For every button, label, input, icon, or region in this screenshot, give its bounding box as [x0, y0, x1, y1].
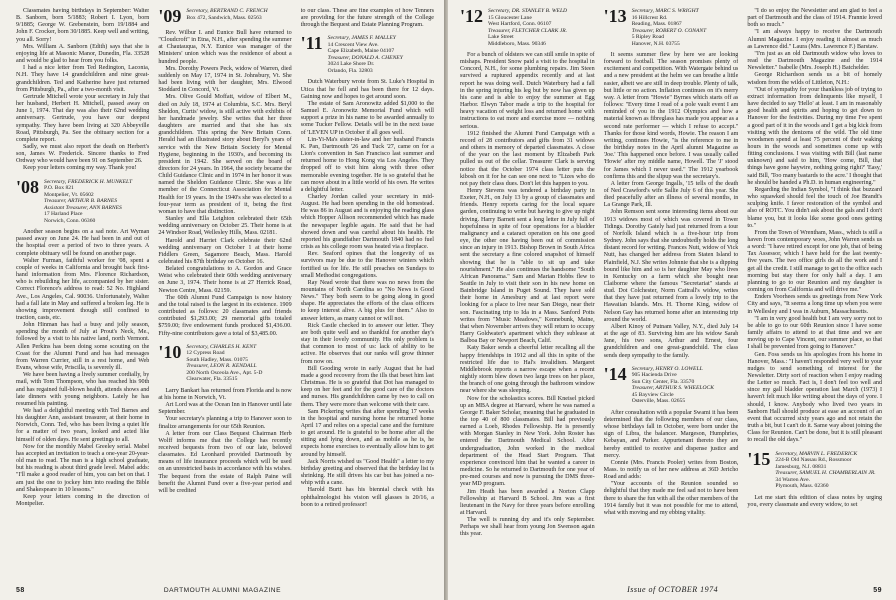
- address-line: 905 Hacienda Drive: [631, 372, 677, 379]
- left-page-footer: [16, 587, 432, 594]
- paragraph: Let me start this edition of class notes by urging you, every classmate and every widow, to set: [747, 494, 883, 508]
- address-line: 34 Warren Ave.: [775, 476, 810, 483]
- paragraph: Mrs. William A. Sanborn (Edith) says that she is enjoying life at Masonic Manor, Dunedin, Fla. 33528 and would be glad to hear from you folks.: [16, 43, 150, 65]
- right-column-3: [747, 8, 882, 574]
- secretary-line: Secretary, DR. STANLEY B. WELD: [488, 8, 568, 14]
- page-number: 59: [873, 587, 882, 594]
- left-column-2: [158, 8, 291, 574]
- class-year: '12: [460, 8, 484, 26]
- paragraph: Sadly, we must also report the death on Herbert's son, James W. Frederick. Sincere thanks to Fred Ordway who would have been 91 on September 26.: [16, 143, 150, 165]
- paragraph: Rev. Wilbur I. and Eunice Bull have returned to "Cloudcroft" in Etna, N.H., after spending the summer at Chautauqua, N.Y. Eunice was manager of the Ministers' union which was the residence of about a hundred people.: [158, 30, 292, 65]
- address-line: Middleboro, Mass. 90346: [488, 40, 546, 47]
- class-officers: [44, 179, 132, 225]
- class-officers: [186, 344, 262, 383]
- class-year: '08: [16, 176, 40, 197]
- address-line: Orlando, Fla. 32803: [327, 67, 373, 74]
- address-line: Norwich, Conn. 06360: [44, 217, 96, 224]
- paragraph: "I do so enjoy the Newsletter and am glad to feel a part of Dartmouth and the class of 1914. Frannie loved both so much.": [747, 8, 883, 29]
- class-notes-1909: [158, 30, 291, 338]
- right-column-1: [460, 8, 595, 574]
- paragraph: Charley Jordan called your secretary in mid-August. He had been spending in the old homestead. He was 86 in August and is enjoying the reading glass which Hopper Allison recommended which has made the newspaper legible again. He said that he had showed down and was careful about his health. He reported his grandfather Dartmouth 1840 had no fuel crisis as his college room was heated via a fireplace.: [300, 193, 434, 251]
- class-officers: [632, 366, 714, 405]
- class-year: '10: [158, 341, 182, 362]
- paragraph: The 60th Alumni Fund Campaign is now history and the total raised is the largest in its existence. 1909 contributed as follows: 20 classmates and friends contributed $1,293.00; 29 memorial gifts totaled $759.00; five endowment funds produced $1,436.00. Fifty-nine contributors gave a total of $3,485.00.: [158, 294, 292, 337]
- address-line: 3024 Lake Shore Dr.: [327, 61, 375, 68]
- secretary-line: Secretary, MARVIN L. FREDERICK: [775, 450, 858, 457]
- paragraph: Art Lord was at the Ocean Inn in Hanover until late September.: [158, 402, 292, 416]
- paragraph: Keep your letters coming my way. Thank you!: [23, 165, 137, 172]
- class-header-1913: [604, 8, 739, 47]
- address-line: 5 Ripley Road: [631, 34, 665, 40]
- secretary-line: Secretary, HENRY O. LOWELL: [631, 365, 703, 372]
- class-header-1908: [16, 176, 149, 225]
- treasurer-line: Treasurer, DONALD A. CHENEY: [327, 54, 403, 61]
- paragraph: Enders Voorhees sends us greetings from New York City and says, "It seems a long time up when you were in Wellesley and I was in Auburn, Massachusetts.: [747, 294, 883, 315]
- class-year: '09: [158, 8, 182, 26]
- treasurer-line: Treasurer, SAMUEL H. CHAMBERLAIN JR.: [775, 470, 876, 477]
- magazine-title: DARTMOUTH ALUMNI MAGAZINE: [163, 587, 281, 594]
- paragraph: "Out of sympathy for your thankless job of trying to extract information from delinquents like myself, I have decided to say 'Hello' at least. I am in reasonably good health and spirits and hoping to get down to Hanover for the festivities. During my time I've spent a good part of it in the woods and I get a big kick from visiting with the denizens of the wild. The old time woodsmen spend at least 75 percent of their waking hours in the woods and sometimes come up with fitting conclusions. I was visiting with Bill (last name unknown) and said to him, 'How come, Bill, that things have gone haywire, nothing going right?' 'Easy,' said Bill, 'Too many bastards to the acre.' I thought that he should be handed a Ph.D. in human engineering.": [747, 86, 883, 186]
- treasurer-line: Treasurer, LEON R. KENDALL: [186, 363, 257, 370]
- left-columns: [16, 8, 434, 574]
- class-header-1909: [158, 8, 291, 25]
- treasurer-line: Treasurer, ARTHUR S. WHEELOCK: [631, 385, 714, 392]
- paragraph: Walter Furman, faithful worker for '08, spent a couple of weeks in California and brought back first-hand information from Mrs. Florence Richardson, who is rebuilding her life, accompanied by her sister. Correct Florence's address to read: 52 No. Highland Ave., Los Angeles, Cal. 90036. Unfortunately, Walter had a fall late in May and suffered a broken leg. He is showing improvement though still confined to traction, casts, etc.: [16, 257, 150, 321]
- paragraph: Lin-Yi-Ma's sister-in-law and her husband Francis K. Pan, Dartmouth '26 and Tuck '27, came on for a Lion's convention in San Francisco last summer and returned home to Hong Kong via Los Angeles. They dropped off to visit him along with three other memorable evening together. He is so grateful that he can move about in a little world of his own. He writes a delightful letter.: [300, 136, 434, 193]
- paragraph: I had a nice letter from Ted Redington, Laconia, N.H. They have 14 grandchildren and nine great-grandchildren. Ted and Katherine have just returned from Pittsburgh, Pa., after a two-month visit.: [16, 65, 150, 93]
- paragraph: Katy Baker sends a cheerful letter recalling all the happy friendships in 1912 and all this in spite of the restricted life due to Hal's invalidism. Margaret Middlebrook reports a narrow escape when a recent nightly storm blew down two large trees on her place, the branch of one going through the bathroom window near where she was sleeping.: [460, 345, 595, 395]
- paragraph: Mrs. Olive Gould Moffatt, widow of Elbert M., died on July 18, 1974 at Columbia, S.C. Mrs. Beryl Sheldon, Curtis' widow, is still active with exhibits of her handmade jewelry. She writes that her three daughters are married and that she has six grandchildren. This spring the New Britain Conn. Herald had an illustrated story about Beryl's years of service with the New Britain Society for Mental Hygiene, beginning in the 1930's, and becoming its president in 1942. She served on the board of directors for 24 years. In 1964, the society became the Child Guidance Clinic and in 1974 in her honor it was named the Sheldon Guidance Clinic. She was a life member of the Connecticut Association for Mental Health for 19 years. In the 1940's she was elected to a four-year term as president of it, being the first woman to have that distinction.: [158, 94, 292, 215]
- paragraph: Regarding the Indian Symbol, "I think that buzzard who squawked should feel the touch of Joe Brandt's sculping knife. I favor restoration of the symbol and also of ROTC. You didn't ask about the gals and I don't blame you, but it looks like some good ones getting to.": [747, 186, 883, 229]
- paragraph: A letter from George Ingalls, '15 tells of the death of Ned Crawford's wife Sallie July 6 of this year. She died peacefully after an illness of several months, in La Grange Park, Ill.: [603, 180, 739, 209]
- class-header-1912: [460, 8, 595, 47]
- paragraph: Another season begins on a sad note. Art Wyman passed away on June 24. He had been in and out of the hospital over a period of two to three years. A complete obituary will be found on another page.: [16, 229, 150, 257]
- class-notes-1915: [747, 495, 882, 509]
- treasurer-line: Treasurer, FLETCHER CLARK JR.: [488, 27, 568, 34]
- class-notes-1910: [158, 388, 291, 495]
- secretary-line: Secretary, FREDERICK H. MUNKELT: [44, 178, 133, 185]
- treasurer-line: Treasurer, ARTHUR B. BARNES: [44, 198, 117, 205]
- address-line: 17 Harland Place: [44, 211, 83, 218]
- left-column-3: [301, 8, 434, 574]
- paragraph: From the Town of Wrentham, Mass., which is still a haven from contemporary woes, John Warren sends us a word: "I have retired except for one job, that of being Tax Assessor, which I have held for the last twenty-five years. The two office girls do all the work and I get all the credit. I still manage to get to the office each morning but stay there for only half a day. I am planning to go to our Reunion and my daughter is coming on from California and will drive me.": [747, 229, 883, 294]
- paragraph: Gertrude Mitchell wrote your secretary in July that her husband, Herbert H. Mitchell, passed away on June 1, 1974. That day was also their 62nd wedding anniversary. Gertrude, you have our deepest sympathy. They have been living at 320 Abbeyville Road, Pittsburgh, Pa. See the obituary section for a complete report.: [16, 93, 150, 143]
- address-line: 200 North Osceola Ave., Apt. 5-D: [186, 369, 263, 376]
- address-line: Clearwater, Fla. 33515: [186, 376, 238, 383]
- address-line: Cape Elizabeth, Maine 04107: [327, 48, 395, 55]
- right-page: [448, 0, 896, 600]
- class-header-1911: [301, 35, 434, 74]
- paragraph: Belated congratulations to A. Gordon and Grace Weist who celebrated their 60th wedding anniversary on June 3, 1974. Their home is at 27 Herrick Road, Newton Centre, Mass. 02159.: [158, 266, 292, 294]
- class-officers: [775, 451, 875, 490]
- paragraph: "I am always happy to receive the Dartmouth Alumni Magazine. I enjoy reading it almost as much as Lawrence did." Laura (Mrs. Lawrence F.) Barstaw.: [747, 29, 883, 50]
- paragraph: Ray Nead wrote that there was no news from the mountains of North Carolina so "No News is Good News." They both seem to be going along in good shape. He appreciates the efforts of the class officers to keep interest alive. A big plus for them." Also to answer letters, as many cannot or will not.: [300, 279, 434, 322]
- paragraph: George Richardson sends us a bit of homely wisdom from the wilds of Littleton, N.H.:: [747, 72, 883, 86]
- secretary-line: Secretary, BERTRAND C. FRENCH: [186, 8, 268, 14]
- left-page: [0, 0, 444, 600]
- class-officers: [186, 8, 267, 21]
- treasurer-line: Treasurer, ROBERT O. CONANT: [631, 27, 707, 34]
- paragraph: It seems summer flew by here we are looking forward to football. The season promises plenty of excitement and competition. With Watergate behind us and a new president at the helm we can breathe a little easier, albeit we are still in deep trouble. Plenty of talk, but little or no action. Inflation continues on it's merry way. A letter from "Howie" Byrnes which starts off as follows: "Every time I read of a pole vault event I am reminded of you in the 1912 Olympics and how a material known as fibreglass has made you appear as a second rate performer — which I refuse to accept." Thanks for those kind words, Howie. The reason I am writing, continues Howie, "is the reference to me in the birthday notes in the April alumni Magazine as 'Joe.' This happened once before. I was usually called 'Howie' after my middle name, Howell. The 'J' stood for James which I never used." The 1912 yearbook confirms this and the slipup was the secretary's.: [603, 52, 739, 180]
- paragraph: The well is running dry and it's only September. Perhaps we shall hear from young Jon Swenson again this year.: [460, 517, 595, 538]
- paragraph: Stanley and Ella Leighton celebrated their 65th wedding anniversary on October 25. Their home is at 24 Windsor Road, Wellesley Hills, Mass. 02181.: [158, 216, 292, 237]
- paragraph: Now for the monthly Mabel Greeley serial. Mabel has accepted an invitation to teach a one-year 20-year-old man to read. The man is a high school graduate, but his reading is about third grade level. Mabel adds: "I'll make a good reader of him, you can bet on that. I am just the one to jockey him into reading the Bible and Shakespeare in 10 lessons.": [16, 443, 150, 493]
- paragraph: John Hinman has had a busy and jolly season, spending the month of July at Prout's Neck, Me., followed by a visit to his native land, north Vermont. Allen Perkins has been doing some scouting on the Coast for the Alumni Fund and has had messages from Warren Currier, still in a rest home, and Web Evans, whose wife, Priscilla, is severely ill.: [16, 322, 150, 372]
- paragraph: Keep your letters coming in the direction of Montpelier.: [16, 493, 150, 508]
- secretary-line: Secretary, CHARLES H. KENT: [186, 343, 257, 350]
- address-line: South Hadley, Mass. 01075: [186, 356, 248, 363]
- address-line: Lake Street: [488, 34, 514, 40]
- address-line: Box 472, Sandwich, Mass. 02563: [186, 14, 262, 21]
- class-notes-1910-continued: [301, 8, 434, 29]
- paragraph: After consultation with a popular Swami it has been determined that the following members of our class, whose birthdays fall in October, were born under the sign of Libra, the balancer. Margeson, Humphries, Kebayan, and Parker. Appurtenant thereto they are hereby entitled to receive and dispense justice and mercy.: [603, 409, 739, 459]
- class-notes-1914: [604, 410, 739, 517]
- address-line: 15 Gloucester Lane: [488, 14, 532, 21]
- secretary-line: Secretary, MARC S. WRIGHT: [631, 8, 699, 14]
- left-column-1: [16, 8, 149, 574]
- class-officers: [632, 8, 707, 47]
- class-officers: [328, 35, 403, 74]
- paragraph: Your secretary's planning a trip to Hanover soon to finalize arrangements for our 65th Reunion.: [158, 416, 292, 430]
- paragraph: "I'm just as an old Dartmouth widow who loves to read the Dartmouth Magazine and the 1914 Newsletter." Isabelle (Mrs. Joseph H.) Batchelder.: [747, 50, 883, 72]
- class-notes-1913: [604, 52, 739, 360]
- paragraph: Albert Kinoy of Putnam Valley, N.Y., died July 14 at the age of 83. Surviving him are his widow Sarah Jane, his two sons, Arthur and Ernest, four grandchildren and one great-grandchild. The class sends deep sympathy to the family.: [603, 323, 739, 359]
- paragraph: For a bunch of oldsters we can still smile in spite of mishaps. President Snow paid a visit to the hospital in Concord, N.H., for some plumbing repairs. Jim Steen survived a ruptured appendix recently and at last report he was doing well. Dutch Waterbury had a fall in the spring injuring his leg but by now has given up his cane and is able to enjoy the summer at Egg Harbor. Elwyn Tabor made a trip to the hospital for heavy vacation of weight loss and returned home with instructions to eat more and exercise more — nothing serious.: [460, 52, 595, 130]
- class-officers: [488, 8, 567, 47]
- paragraph: Jim Heath has been awarded a Norton Clapp Fellowship at Harvard B School. Jim was a first lieutenant in the Navy for three years before enrolling at Harvard.: [460, 488, 595, 516]
- class-notes-1912: [460, 52, 595, 539]
- class-header-1914: [603, 363, 739, 405]
- address-line: West Hartford, Conn. 06107: [488, 21, 552, 27]
- paragraph: Harold and Harriet Clark celebrate their 62nd wedding anniversary on October 1 at their home Fiddlers Green, Sagamore Beach, Mass. Harold celebrated his 87th birthday on October 16.: [158, 237, 292, 265]
- address-line: Plymouth, Mass. 02360: [775, 483, 829, 490]
- paragraph: Dutch Waterbury wrote from St. Luke's Hospital in Utica that he fell and has been there for 12 days. Gaining now and hopes to get around soon.: [300, 79, 434, 100]
- address-line: Sun City Center, Fla. 33570: [631, 378, 695, 385]
- paragraph: Sam Pickering writes that after spending 17 weeks in the hospital and nursing home he returned home April 17 and relies on a special cane and the furniture to get around. He is grateful to be home after all the sitting and lying down, and as mobile as he is, he expects home exercises to eventually allow him to get around by himself.: [300, 408, 434, 458]
- address-line: 224-B Old Nassau Rd., Rossmoor: [775, 457, 852, 464]
- class-year: '15: [747, 448, 771, 469]
- address-line: 12 Cypress Road: [186, 350, 225, 357]
- class-notes-1907-continued: [16, 8, 149, 173]
- right-page-footer: [460, 585, 882, 594]
- assistant-treasurer-line: Assistant Treasurer, ANN BARNES: [44, 204, 122, 211]
- paragraph: Henry Stevens was tendered a birthday party in Exeter, N.H., on July 13 by a group of classmates and friends. Henry reports caring for the local square garden, continuing to write but having to give up night driving. Harry Barnett sent a long letter in July full of hopefulness in spite of four operations for a bladder malignancy and a cataract operation on his one good eye, the other one having been out of commission since an injury in 1913. Bishop Brown in South Africa sent the secretary a fine colored snapshot of himself showing that he is "able to sit up and take nourishment." He also continues the handsome "South African Panorama." Sam and Marian Hobbs flew to Seattle in July to visit their son in his new home on Bainbridge Island in Puget Sound. They have sold their home in Amesbury and at last report were looking for a place to live near San Diego, near their son. Fascinating trip to Ida in a Mass. Sanford Potts writes from "Music Meadows," Kennebunk, Maine, that when November arrives they will return to occupy Harry Goldwater's apartment which they sublease at Balboa Bay or Newport Beach, Calif.: [460, 187, 595, 345]
- secretary-line: Secretary, JAMES F. MALLEY: [327, 35, 396, 42]
- paragraph: Rick Castle checked in to answer our letter. They are both quite well and so thankful for another day's stay in their lovely community. His only problem is that common to most of us: lack of ability to be active. He observes that our ranks will grow thinner from now on.: [300, 322, 434, 365]
- paragraph: Classmates having birthdays in September: Walter B. Sanborn, born 5/1883; Robert I. Lyon, born 9/1885; George W. Grebenstein, born 19/1884 and John F. Crocker, born 30/1885. Keep well and writing, you all. Sorry!: [16, 8, 150, 43]
- class-header-1915: [747, 448, 882, 490]
- paragraph: Mrs. Dorothy Powers Peck, widow of Warren, died suddenly on May 17, 1974 in St. Johnsbury, Vt. She had been living with her daughter, Mrs. Elwood Stoddard in Concord, Vt.: [158, 65, 292, 94]
- address-line: Jamesburg, N.J. 08831: [775, 463, 827, 470]
- address-line: 14 Crescent View Ave.: [327, 41, 379, 48]
- class-notes-1914-continued: [747, 8, 882, 445]
- address-line: 16 Hillcrest Rd.: [631, 14, 668, 21]
- address-line: Reading, Mass. 01867: [631, 21, 682, 27]
- paragraph: 1912 finished the Alumni Fund Campaign with a record of 28 contributors and gifts from 31 widows and others in memory of departed classmates. A close of the year on the last moment by Elizabeth Park pulled us out of the cellar. Treasurer Clark is serving notice that the October 1974 class letter puts the kibosh on it for he can see one next to "Lizes who do not pay their class dues. Don't let this happen to you.: [460, 130, 595, 187]
- class-year: '11: [300, 33, 323, 54]
- paragraph: The estate of Sam Aronowitz added $1,000 to the Samuel E. Aronowitz Memorial Fund which will support a prize in his name to be awarded annually to some Tucker Fellow. Details will be in the next issue of 'LEVEN UP in October if all goes well.: [300, 100, 434, 136]
- address-line: Osterville, Mass. 02655: [631, 398, 686, 405]
- paragraph: Gen. Foss sends us his apologies from his home in Hanover, Mass.: "I haven't responded very well to your nudges to send something of interest for the Newsletter. Dirty sort of reaction when I enjoy reading the Letter so much. Fact is, I don't feel too well and since my gall bladder operation last March (1973) I haven't felt much like writing about the days of yore. I should, I know. Anybody who lived two years in Sanborn Hall should produce at ease an account of an event that occurred sixty years ago and not retain the truth a bit, but I can't do it. Same way about joining the Class for Reunion. Can't be done, but it is still pleasant to recall the old days.": [747, 351, 883, 444]
- paragraph: Harold Burtt has his biennial check with his ophthalmologist his vision will glasses is 20/16, a boon to a retired professor!: [300, 487, 434, 508]
- paragraph: Bill Gooding wrote in early August that he had made a good recovery from the ills that beset him last Christmas. He is so grateful that Dot has managed to keep on her feet and for the good care of the doctors and nurses. His grandchildren came by two to call on them. They were more than welcome with their care.: [300, 365, 434, 408]
- paragraph: "I am in very good health but I am very sorry not to be able to go to our 60th Reunion since I have some family affairs to attend to at that time and we are moving up to Cape Vincent, our summer place, so that I shall be prevented from going to Hanover.": [747, 315, 883, 351]
- class-notes-1908: [16, 229, 149, 508]
- page-number: 58: [16, 587, 25, 594]
- paragraph: Now for the scholastics scores. Bill Kneisel picked up an MBA degree at Harvard, where he was named a George F. Baker Scholar, meaning that he graduated in the top 40 of 800 classmates. Bill had previously earned a Loeb, Rhodes Fellowship. He is presently with Morgan Stanley in New York. John Roster has entered the Dartmouth Medical School. After undergraduation, John worked in the medical department of the Head Start Program. That experience convinced him that he wanted a career in medicine. So he returned to Dartmouth for one year of pre-med courses and now is pursuing the DMS three-year MD program.: [460, 395, 595, 488]
- issue-date: Issue of OCTOBER 1974: [627, 585, 719, 594]
- paragraph: Rev. Seaford opines that the longevity of us survivors may be due to the Hanover winters which fortified us for life. He still preaches on Sundays to small Methodist congregations.: [300, 251, 434, 279]
- paragraph: Larry Bankart has returned from Florida and is now at his home in Norwich, Vt.: [158, 387, 292, 401]
- paragraph: We had a delightful meeting with Ted Barnes and his daughter Ann, assistant treasurer, at their home in Norwich, Conn. Ted, who has been living a quiet life for a matter of two years, looked and acted like himself of olden days. He sent greetings to all.: [16, 408, 150, 443]
- address-line: Montpelier, Vt. 05602: [44, 191, 94, 198]
- paragraph: Jack Norris wished us "Good Health" a letter to my birthday greeting and observed that the birthday list is shrinking. He still drives his car but has joined a no-whip with a cane.: [300, 458, 434, 487]
- class-header-1910: [158, 341, 291, 383]
- address-line: 45 Bayview Circle: [631, 391, 674, 398]
- paragraph: John Remson sent some interesting items about our 1913 widows most of which was covered in Tower Tidings. Dorothy Gately had just returned from a tour of Norfolk Island which is a five-hour trip from Sydney. John says that she undoubtedly holds the long distant record for writing. Frances Nutt, widow of Vick Nutt, has changed her address from Staten Island to Plainfield, N.J. She writes Johnnie that she is a dipping bound like him and so is her daughter May who lives in Kentucky on a farm which she bought near Claiborne where the famous "Secretariat" stands at stud. Dot Colchester, Norm Cattrall's widow, writes that they have just returned from a lovely trip to the Hawaiian Islands. Mrs. H. Thorne King, widow of Nelson Gay has returned home after an interesting trip around the world.: [603, 209, 739, 323]
- class-year: '13: [603, 8, 627, 26]
- paragraph: We have been having a lively summer cordially, by mail, with Tom Thompson, who has reached his 90th and has regained full-blown health, attends shows and late dinners with young neighbors. Lately he has resumed his painting.: [16, 372, 150, 407]
- paragraph: "Your accounts of the Reunion sounded so delightful that they made me feel sad not to have been there to share the fun with all the other members of the 1914 family but it was not possible for me to attend, what with moving and my ebbing vitality.: [603, 481, 739, 516]
- paragraph: to our class. These are fine examples of how Tenners are providing for the future strength of the College through the Bequest and Estate Planning Program.: [300, 8, 434, 29]
- address-line: Hanover, N.H. 03755: [631, 40, 680, 47]
- address-line: P.O. Box 821: [44, 185, 74, 192]
- class-year: '14: [603, 363, 627, 384]
- class-notes-1911: [301, 79, 434, 508]
- paragraph: A letter from our Class Bequest Chairman Herb Wolff informs me that the College has recently received bequests from two of our late, beloved classmates. Ed Leonhard provided Dartmouth by means of life insurance proceeds which will be used on an unrestricted basis in accordance with his wishes. The bequest from the estate of Ralph Paine will benefit the Alumni Fund over a five-year period and will be credited: [158, 430, 292, 494]
- right-column-2: [604, 8, 739, 574]
- right-columns: [460, 8, 882, 574]
- paragraph: Connie (Mrs. Francis Pooler) writes from Boston, Mass. to notify us of her new address at 36D Jericho Road and adds:: [603, 459, 739, 481]
